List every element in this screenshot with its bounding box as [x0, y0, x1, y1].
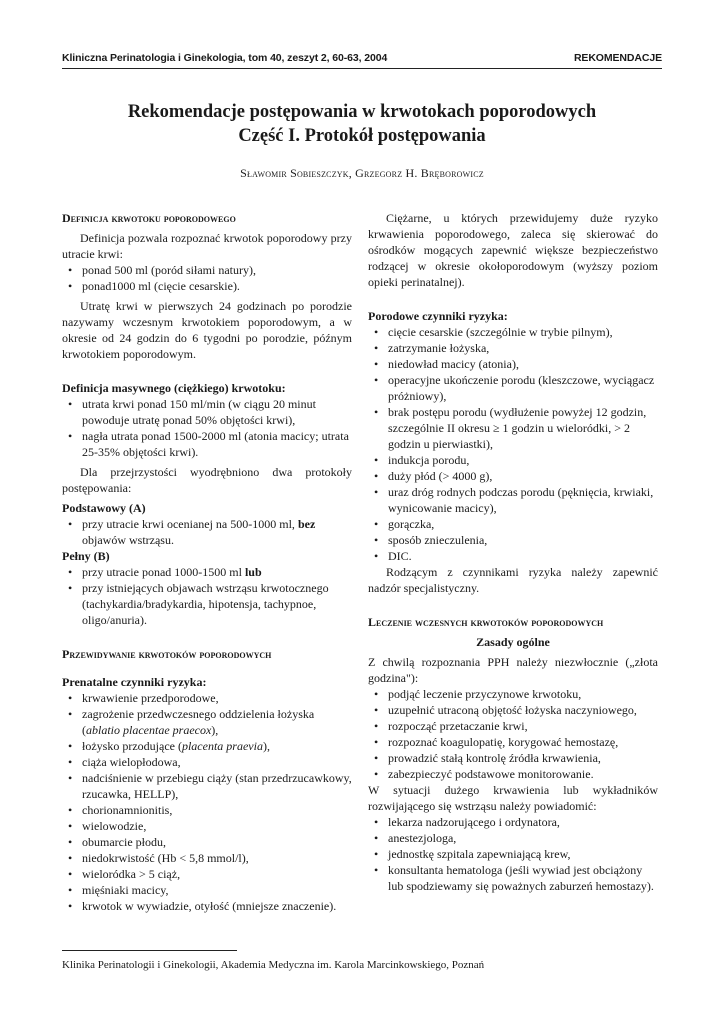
golden-hour-paragraph: Z chwilą rozpoznania PPH należy niezwłocznie („złota godzina"):: [368, 655, 658, 685]
definition-list: [62, 262, 352, 294]
definition-paragraph: Utratę krwi w pierwszych 24 godzinach po porodzie nazywamy wczesnym krwotokiem poporodowym, a w okresie od 24 godzin do 6 tygodni po porodzie, późnym krwotokiem poporodowym.: [62, 299, 352, 361]
definition-intro: Definicja pozwala rozpoznać krwotok poporodowy przy utracie krwi:: [62, 231, 352, 261]
list-item: • przy utracie ponad 1000-1500 ml lub: [68, 565, 262, 579]
prenatal-list: [62, 690, 352, 914]
section-label: REKOMENDACJE: [573, 52, 662, 64]
basic-protocol-list: [62, 516, 352, 548]
list-item: • krwawienie przedporodowe,: [68, 691, 219, 705]
list-item: • wielowodzie,: [68, 819, 147, 833]
list-item: • rozpoznać koagulopatię, korygować hemostazę,: [374, 735, 619, 749]
right-column: [368, 210, 658, 894]
list-item: • konsultanta hematologa (jeśli wywiad jest obciążony lub spodziewamy się poważnych zaburzeń hemostazy).: [374, 863, 654, 893]
footnote-rule: [62, 950, 237, 951]
title-line-2: Część I. Protokół postępowania: [238, 126, 486, 146]
list-item: • sposób znieczulenia,: [374, 533, 488, 547]
list-item: • nadciśnienie w przebiegu ciąży (stan przedrzucawkowy, rzucawka, HELLP),: [68, 771, 352, 801]
basic-protocol-heading: Podstawowy (A): [62, 501, 146, 515]
pregnant-paragraph: Ciężarne, u których przewidujemy duże ryzyko krwawienia poporodowego, zaleca się skierować do ośrodków mogących zapewnić większe bezpieczeństwo rodzącej w okresie okołoporodowym (wyższy poziom opieki perinatalnej).: [368, 211, 658, 289]
list-item: • brak postępu porodu (wydłużenie powyżej 12 godzin, szczególnie II okresu ≥ 1 godzin u wieloródki, > 2 godzin u pierwiastki),: [374, 405, 647, 451]
left-column: [62, 210, 352, 914]
section-heading-prediction: Przewidywanie krwotoków poporodowych: [62, 647, 272, 661]
list-item: • krwotok w wywiadzie, otyłość (mniejsze znaczenie).: [68, 899, 337, 913]
list-item: • utrata krwi ponad 150 ml/min (w ciągu 20 minut powoduje utratę ponad 50% objętości krwi),: [68, 397, 316, 427]
list-item: • zagrożenie przedwczesnego oddzielenia łożyska (ablatio placentae praecox),: [68, 707, 315, 737]
title-line-1: Rekomendacje postępowania w krwotokach poporodowych: [127, 102, 597, 122]
section-heading-treatment: Leczenie wczesnych krwotoków poporodowych: [368, 615, 604, 629]
notify-list: [368, 814, 658, 894]
list-item: • zabezpieczyć podstawowe monitorowanie.: [374, 767, 594, 781]
principles-heading: Zasady ogólne: [476, 635, 550, 649]
list-item: • indukcja porodu,: [374, 453, 470, 467]
list-item: • operacyjne ukończenie porodu (kleszczowe, wyciągacz próżniowy),: [374, 373, 655, 403]
list-item: • chorionamnionitis,: [68, 803, 173, 817]
massive-list: [62, 396, 352, 460]
list-item: • wieloródka > 5 ciąż,: [68, 867, 181, 881]
list-item: • duży płód (> 4000 g),: [374, 469, 493, 483]
list-item: • uraz dróg rodnych podczas porodu (pęknięcia, krwiaki, wynicowanie macicy),: [374, 485, 654, 515]
list-item: • anestezjologa,: [374, 831, 457, 845]
birth-risk-list: [368, 324, 658, 564]
running-head: [62, 52, 662, 68]
list-item: • cięcie cesarskie (szczególnie w trybie pilnym),: [374, 325, 613, 339]
section-heading-definition: Definicja krwotoku poporodowego: [62, 211, 236, 225]
list-item: • gorączka,: [374, 517, 435, 531]
massive-heading: Definicja masywnego (ciężkiego) krwotoku:: [62, 381, 286, 395]
list-item: • uzupełnić utraconą objętość łożyska naczyniowego,: [374, 703, 637, 717]
article-title: [62, 100, 662, 148]
list-item: • DIC.: [374, 549, 412, 563]
golden-hour-list: [368, 686, 658, 782]
list-item: • łożysko przodujące (placenta praevia),: [68, 739, 270, 753]
list-item: • jednostkę szpitala zapewniającą krew,: [374, 847, 571, 861]
journal-citation: Kliniczna Perinatologia i Ginekologia, tom 40, zeszyt 2, 60-63, 2004: [62, 52, 388, 64]
list-item: • obumarcie płodu,: [68, 835, 166, 849]
list-item: • podjąć leczenie przyczynowe krwotoku,: [374, 687, 582, 701]
list-item: • lekarza nadzorującego i ordynatora,: [374, 815, 560, 829]
list-item: • przy istniejących objawach wstrząsu krwotocznego (tachykardia/bradykardia, hipotensja, tachypnoe, oligo/anuria).: [68, 581, 329, 627]
list-item: • przy utracie krwi ocenianej na 500-1000 ml, bez objawów wstrząsu.: [68, 517, 316, 547]
full-protocol-heading: Pełny (B): [62, 549, 110, 563]
author-list: Sławomir Sobieszczyk, Grzegorz H. Bręborowicz: [240, 166, 484, 180]
list-item: • prowadzić stałą kontrolę źródła krwawienia,: [374, 751, 601, 765]
full-protocol-list: [62, 564, 352, 628]
prenatal-heading: Prenatalne czynniki ryzyka:: [62, 675, 207, 689]
list-item: • zatrzymanie łożyska,: [374, 341, 490, 355]
notify-paragraph: W sytuacji dużego krwawienia lub wykładników rozwijającego się wstrząsu należy powiadomić:: [368, 783, 658, 813]
header-rule: [62, 68, 662, 69]
list-item: • niedokrwistość (Hb < 5,8 mmol/l),: [68, 851, 249, 865]
protocols-paragraph: Dla przejrzystości wyodrębniono dwa protokoły postępowania:: [62, 465, 352, 495]
birth-risk-paragraph: Rodzącym z czynnikami ryzyka należy zapewnić nadzór specjalistyczny.: [368, 565, 658, 595]
list-item: • rozpocząć przetaczanie krwi,: [374, 719, 528, 733]
affiliation-footnote: Klinika Perinatologii i Ginekologii, Akademia Medyczna im. Karola Marcinkowskiego, Poznań: [62, 959, 485, 971]
list-item: • ponad 500 ml (poród siłami natury),: [68, 263, 256, 277]
list-item: • ponad1000 ml (cięcie cesarskie).: [68, 279, 240, 293]
list-item: • ciąża wielopłodowa,: [68, 755, 181, 769]
list-item: • niedowład macicy (atonia),: [374, 357, 519, 371]
birth-risk-heading: Porodowe czynniki ryzyka:: [368, 309, 508, 323]
list-item: • mięśniaki macicy,: [68, 883, 169, 897]
list-item: • nagła utrata ponad 1500-2000 ml (atonia macicy; utrata 25-35% objętości krwi).: [68, 429, 349, 459]
